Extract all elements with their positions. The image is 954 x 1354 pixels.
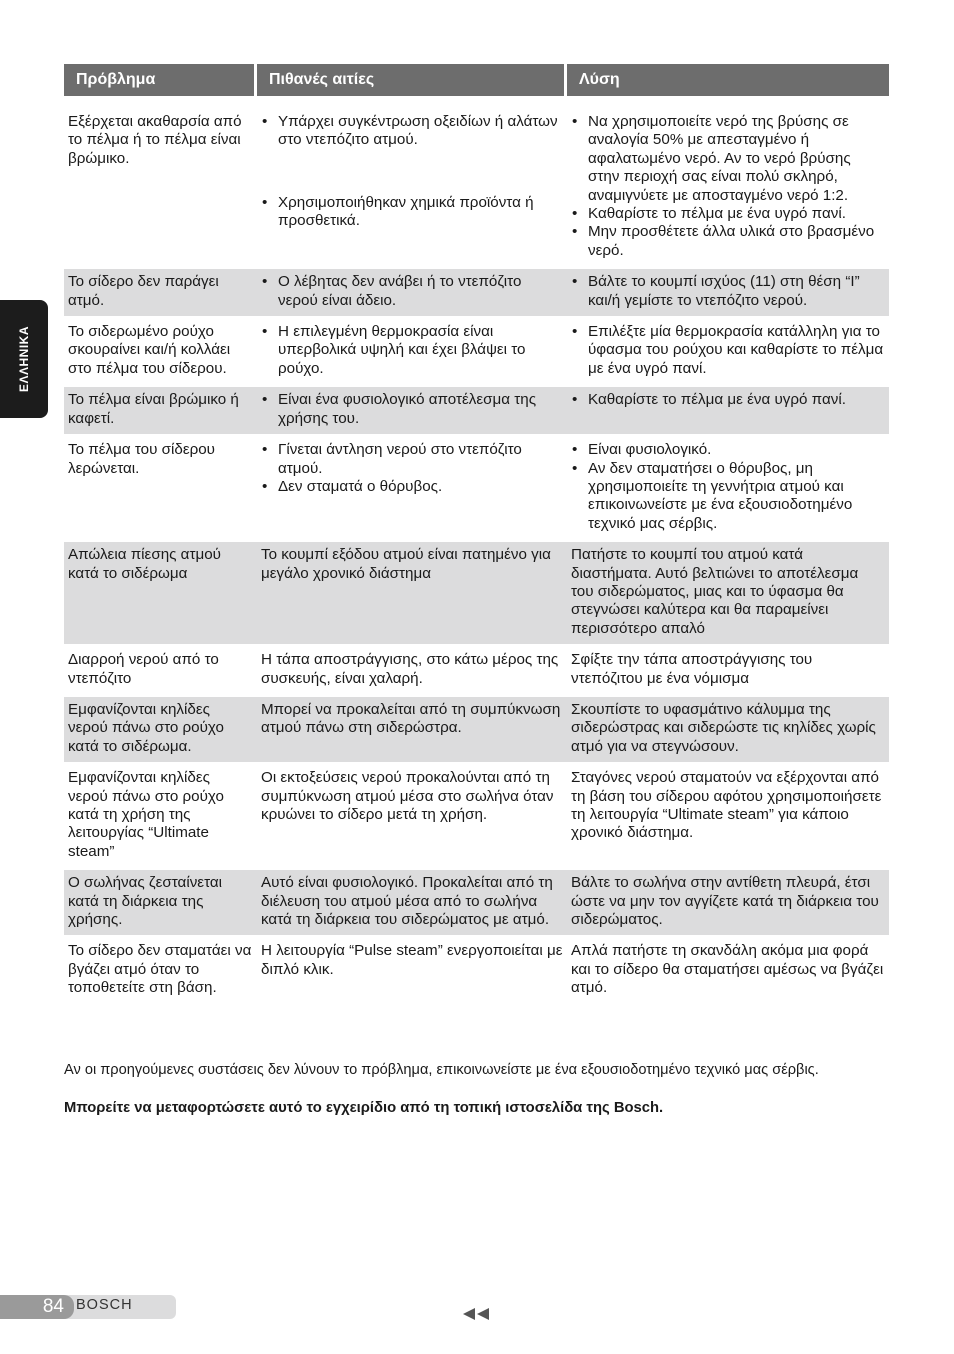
solution-cell: Απλά πατήστε τη σκανδάλη ακόμα μια φορά και το σίδερο θα σταματήσει αμέσως να βγάζει ατμό.: [567, 935, 889, 1003]
service-note: Αν οι προηγούμενες συστάσεις δεν λύνουν το πρόβλημα, επικοινωνείστε με ένα εξουσιοδοτημένο τεχνικό μας σέρβις.: [64, 1062, 819, 1078]
double-left-arrow-icon[interactable]: [463, 1306, 491, 1322]
table-row: [64, 266, 889, 316]
solution-cell: Σταγόνες νερού σταματούν να εξέρχονται από τη βάση του σίδερου αφότου χρησιμοποιήσετε τη λειτουργία “Ultimate steam” για κάποιο χρονικό διάστημα.: [567, 762, 889, 867]
table-row: [64, 316, 889, 384]
table-row: [64, 694, 889, 762]
spacer: [261, 150, 563, 194]
problem-cell: Ο σωλήνας ζεσταίνεται κατά τη διάρκεια της χρήσης.: [64, 867, 257, 935]
solution-item: • Αν δεν σταματήσει ο θόρυβος, μη χρησιμοποιείτε τη γεννήτρια ατμού και επικοινωνείστε με ένα εξουσιοδοτημένο τεχνικό μας σέρβις.: [571, 460, 885, 534]
header-solution: Λύση: [567, 64, 889, 96]
solution-cell: [567, 266, 889, 316]
download-note: Μπορείτε να μεταφορτώσετε αυτό το εγχειρίδιο από τη τοπική ιστοσελίδα της Bosch.: [64, 1100, 664, 1116]
solution-cell: Σφίξτε την τάπα αποστράγγισης του ντεπόζιτου με ένα νόμισμα: [567, 644, 889, 694]
solution-cell: Βάλτε το σωλήνα στην αντίθετη πλευρά, έτσι ώστε να μην τον αγγίζετε κατά τη διάρκεια του σιδερώματος.: [567, 867, 889, 935]
causes-cell: Μπορεί να προκαλείται από τη συμπύκνωση ατμού πάνω στη σιδερώστρα.: [257, 694, 567, 762]
causes-cell: Η λειτουργία “Pulse steam” ενεργοποιείται με διπλό κλικ.: [257, 935, 567, 1003]
cause-item: • Είναι ένα φυσιολογικό αποτέλεσμα της χρήσης του.: [261, 391, 563, 428]
problem-cell: Εμφανίζονται κηλίδες νερού πάνω στο ρούχο κατά τη χρήση της λειτουργίας “Ultimate steam”: [64, 762, 257, 867]
cause-item: • Υπάρχει συγκέντρωση οξειδίων ή αλάτων στο ντεπόζιτο ατμού.: [261, 113, 563, 150]
header-problem: Πρόβλημα: [64, 64, 257, 96]
causes-cell: Η τάπα αποστράγγισης, στο κάτω μέρος της συσκευής, είναι χαλαρή.: [257, 644, 567, 694]
solution-item: • Επιλέξτε μία θερμοκρασία κατάλληλη για το ύφασμα του ρούχου και καθαρίστε το πέλμα με ένα υγρό πανί.: [571, 323, 885, 378]
table-row: [64, 867, 889, 935]
causes-cell: Αυτό είναι φυσιολογικό. Προκαλείται από τη διέλευση του ατμού μέσα από το σωλήνα κατά τη διάρκεια του σιδερώματος με ατμό.: [257, 867, 567, 935]
table-row: [64, 434, 889, 539]
cause-item: • Γίνεται άντληση νερού στο ντεπόζιτο ατμού.: [261, 441, 563, 478]
solution-cell: [567, 384, 889, 434]
language-tab: [0, 300, 48, 418]
causes-cell: Οι εκτοξεύσεις νερού προκαλούνται από τη συμπύκνωση ατμού μέσα στο σωλήνα όταν κρυώνει το σίδερο μετά τη χρήση.: [257, 762, 567, 867]
problem-cell: Εμφανίζονται κηλίδες νερού πάνω στο ρούχο κατά το σιδέρωμα.: [64, 694, 257, 762]
table-row: [64, 762, 889, 867]
problem-cell: Απώλεια πίεσης ατμού κατά το σιδέρωμα: [64, 539, 257, 644]
problem-cell: Το σιδερωμένο ρούχο σκουραίνει και/ή κολλάει στο πέλμα του σίδερου.: [64, 316, 257, 384]
table-row: [64, 539, 889, 644]
problem-cell: Το σίδερο δεν σταματάει να βγάζει ατμό όταν το τοποθετείτε στη βάση.: [64, 935, 257, 1003]
solution-item: • Είναι φυσιολογικό.: [571, 441, 885, 459]
language-tab-label: ΕΛΛΗΝΙΚΑ: [17, 325, 31, 393]
header-causes: Πιθανές αιτίες: [257, 64, 567, 96]
solution-cell: [567, 316, 889, 384]
cause-item: • Η επιλεγμένη θερμοκρασία είναι υπερβολικά υψηλή και έχει βλάψει το ρούχο.: [261, 323, 563, 378]
table-row: [64, 644, 889, 694]
problem-cell: Διαρροή νερού από το ντεπόζιτο: [64, 644, 257, 694]
troubleshooting-table: [64, 64, 889, 1004]
problem-cell: Το σίδερο δεν παράγει ατμό.: [64, 266, 257, 316]
solution-cell: Σκουπίστε το υφασμάτινο κάλυμμα της σιδερώστρας και σιδερώστε τις κηλίδες χωρίς ατμό για να στεγνώσουν.: [567, 694, 889, 762]
problem-cell: Το πέλμα είναι βρώμικο ή καφετί.: [64, 384, 257, 434]
problem-cell: Το πέλμα του σίδερου λερώνεται.: [64, 434, 257, 539]
solution-item: • Καθαρίστε το πέλμα με ένα υγρό πανί.: [571, 205, 885, 223]
problem-cell: Εξέρχεται ακαθαρσία από το πέλμα ή το πέλμα είναι βρώμικο.: [64, 96, 257, 266]
causes-cell: [257, 434, 567, 539]
solution-item: • Καθαρίστε το πέλμα με ένα υγρό πανί.: [571, 391, 885, 409]
cause-item: • Ο λέβητας δεν ανάβει ή το ντεπόζιτο νερού είναι άδειο.: [261, 273, 563, 310]
causes-cell: Το κουμπί εξόδου ατμού είναι πατημένο για μεγάλο χρονικό διάστημα: [257, 539, 567, 644]
solution-item: • Να χρησιμοποιείτε νερό της βρύσης σε αναλογία 50% με απεσταγμένο ή αφαλατωμένο νερό. Αν το νερό βρύσης στην περιοχή σας είναι πολύ σκληρό, αναμιγνύετε με αποσταγμένο νερό 1:2.: [571, 113, 885, 205]
causes-cell: [257, 316, 567, 384]
brand-name: BOSCH: [76, 1297, 133, 1313]
causes-cell: [257, 384, 567, 434]
table-row: [64, 384, 889, 434]
table-row: [64, 96, 889, 266]
causes-cell: [257, 96, 567, 266]
solution-cell: [567, 434, 889, 539]
solution-item: • Βάλτε το κουμπί ισχύος (11) στη θέση “I” και/ή γεμίστε το ντεπόζιτο νερού.: [571, 273, 885, 310]
table-row: [64, 935, 889, 1003]
solution-item: • Μην προσθέτετε άλλα υλικά στο βρασμένο νερό.: [571, 223, 885, 260]
solution-cell: [567, 96, 889, 266]
table-header-row: [64, 64, 889, 96]
solution-cell: Πατήστε το κουμπί του ατμού κατά διαστήματα. Αυτό βελτιώνει το αποτέλεσμα του σιδερώματος, μιας και το ύφασμα θα στεγνώσει καλύτερα και θα παραμείνει περισσότερο απαλό: [567, 539, 889, 644]
cause-item: • Χρησιμοποιήθηκαν χημικά προϊόντα ή προσθετικά.: [261, 194, 563, 231]
cause-item: • Δεν σταματά ο θόρυβος.: [261, 478, 563, 496]
page-number: 84: [0, 1295, 74, 1319]
causes-cell: [257, 266, 567, 316]
